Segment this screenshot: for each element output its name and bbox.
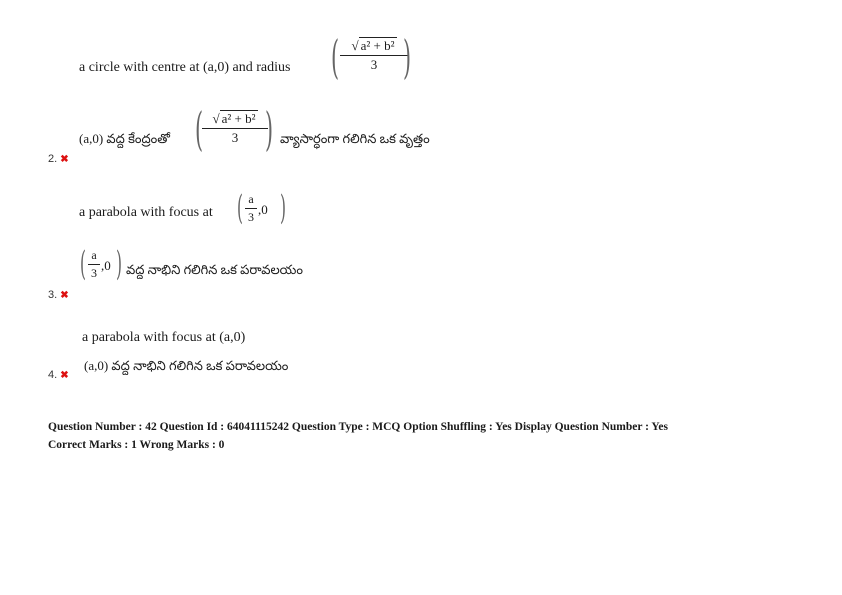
option-number-label: 3. — [48, 289, 58, 301]
fraction-denominator: 3 — [91, 266, 97, 280]
sqrt-icon: √ — [212, 111, 220, 126]
option-2-number — [48, 153, 69, 165]
option-3-number — [48, 289, 69, 301]
wrong-cross-icon: ✖ — [60, 290, 69, 301]
option-1-right-paren: ) — [403, 30, 412, 84]
option-2-left-paren: ( — [237, 188, 243, 228]
option-4-number — [48, 369, 69, 381]
fraction-denominator: 3 — [231, 130, 239, 145]
option-1-english-text: a circle with centre at (a,0) and radius — [79, 60, 291, 75]
question-metadata-line-2: Correct Marks : 1 Wrong Marks : 0 — [48, 439, 225, 451]
question-metadata-line-1: Question Number : 42 Question Id : 64041115242 Question Type : MCQ Option Shuffling : Yes Display Question Number : Yes — [48, 421, 669, 433]
option-2-te-focus-fraction — [88, 248, 100, 281]
fraction-bar — [88, 264, 100, 265]
option-number-label: 4. — [48, 369, 58, 381]
option-1-telugu-text-after: వ్యాసార్ధంగా గలిగిన ఒక వృత్తం — [280, 131, 430, 146]
option-2-focus-tail: ,0 — [258, 202, 268, 217]
option-2-te-focus-tail: ,0 — [101, 258, 111, 273]
option-2-english-text: a parabola with focus at — [79, 205, 213, 220]
option-2-te-left-paren: ( — [80, 244, 86, 284]
option-2-focus-fraction — [245, 192, 257, 225]
fraction-numerator: a — [91, 248, 97, 262]
fraction-denominator: 3 — [370, 57, 378, 72]
option-1-te-radius-fraction — [202, 111, 268, 146]
option-3-english-text: a parabola with focus at (a,0) — [82, 330, 246, 345]
option-1-telugu-text-before: (a,0) వద్ద కేంద్రంతో — [79, 131, 170, 146]
option-2-right-paren: ) — [280, 188, 286, 228]
sqrt-radicand: a² + b² — [221, 111, 256, 126]
fraction-denominator: 3 — [248, 210, 254, 224]
option-2-telugu-text: వద్ద నాభిని గలిగిన ఒక పరావలయం — [126, 262, 303, 277]
option-1-left-paren: ( — [331, 30, 340, 84]
option-2-te-right-paren: ) — [116, 244, 122, 284]
fraction-bar — [245, 208, 257, 209]
sqrt-radicand: a² + b² — [360, 38, 395, 53]
wrong-cross-icon: ✖ — [60, 154, 69, 165]
fraction-numerator — [340, 38, 408, 54]
option-1-radius-fraction — [340, 38, 408, 73]
wrong-cross-icon: ✖ — [60, 370, 69, 381]
fraction-numerator — [202, 111, 268, 127]
fraction-numerator: a — [248, 192, 254, 206]
option-1-te-left-paren: ( — [195, 102, 204, 156]
option-number-label: 2. — [48, 153, 58, 165]
option-3-telugu-text: (a,0) వద్ద నాభిని గలిగిన ఒక పరావలయం — [84, 358, 289, 373]
option-1-te-right-paren: ) — [265, 102, 274, 156]
sqrt-icon: √ — [351, 38, 359, 53]
fraction-bar — [202, 128, 268, 129]
fraction-bar — [340, 55, 408, 56]
